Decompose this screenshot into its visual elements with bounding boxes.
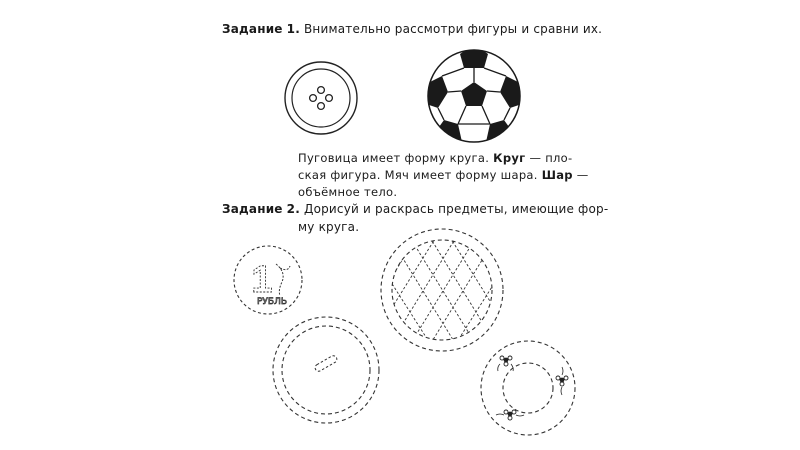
dotted-button-icon xyxy=(266,316,386,436)
task2-text-continued: му круга. xyxy=(298,220,360,234)
task1-number: 1. xyxy=(286,22,300,36)
flower-icon xyxy=(496,410,524,420)
flowered-plate-icon xyxy=(478,338,588,448)
description-line-3: объёмное тело. xyxy=(298,185,398,199)
flower-icon xyxy=(556,367,568,395)
task2-label: Задание xyxy=(222,202,283,216)
term-sphere: Шар xyxy=(541,168,573,182)
description-text: Пуговица имеет форму круга. xyxy=(298,151,490,165)
description-text: — пло- xyxy=(529,151,573,165)
task2-heading xyxy=(222,202,608,216)
description-line-1 xyxy=(298,150,589,167)
description-text: — xyxy=(576,168,589,182)
flower-icon xyxy=(498,356,514,371)
button-icon xyxy=(280,60,380,160)
task2-text: Дорисуй и раскрась предметы, имеющие фор- xyxy=(304,202,609,216)
task2-number: 2. xyxy=(286,202,300,216)
description-text: ская фигура. Мяч имеет форму шара. xyxy=(298,168,538,182)
task1-label: Задание xyxy=(222,22,283,36)
coin-currency: РУБЛЬ xyxy=(256,297,288,307)
soccer-ball-icon xyxy=(424,46,524,146)
coin-value: 1 xyxy=(251,259,273,301)
task1-heading xyxy=(222,22,602,36)
term-circle: Круг xyxy=(493,151,526,165)
description-line-2 xyxy=(298,167,589,184)
task1-text: Внимательно рассмотри фигуры и сравни их. xyxy=(304,22,603,36)
lattice-ball-icon xyxy=(378,226,508,356)
description-paragraph xyxy=(298,150,589,201)
coin-icon xyxy=(232,242,312,322)
